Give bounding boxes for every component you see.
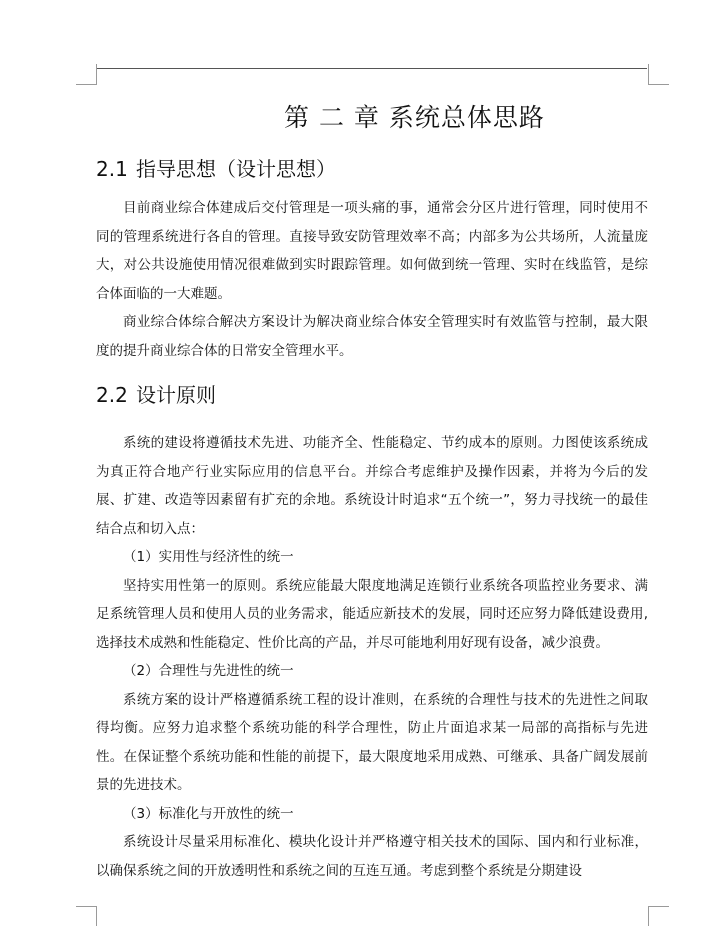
document-body: [96, 96, 648, 885]
margin-corner-bottom-left: [76, 906, 97, 926]
principle-heading: （2）合理性与先进性的统一: [123, 663, 294, 679]
margin-corner-top-right: [648, 64, 669, 85]
section-number: 2.1: [96, 157, 128, 181]
paragraph: 系统的建设将遵循技术先进、功能齐全、性能稳定、节约成本的原则。力图使该系统成为真正符合地产行业实际应用的信息平台。并综合考虑维护及操作因素，并将为今后的发展、扩建、改造等因素留有扩充的余地。系统设计时追求“五个统一”，努力寻找统一的最佳结合点和切入点：: [96, 435, 648, 537]
paragraph: 目前商业综合体建成后交付管理是一项头痛的事，通常会分区片进行管理，同时使用不同的管理系统进行各自的管理。直接导致安防管理效率不高；内部多为公共场所，人流量庞大，对公共设施使用情况很难做到实时跟踪管理。如何做到统一管理、实时在线监管，是综合体面临的一大难题。: [96, 200, 648, 302]
section-title: 设计原则: [136, 383, 216, 407]
header-rule: [97, 68, 647, 69]
paragraph: 系统方案的设计严格遵循系统工程的设计准则，在系统的合理性与技术的先进性之间取得均衡。应努力追求整个系统功能的科学合理性，防止片面追求某一局部的高指标与先进性。在保证整个系统功能和性能的前提下，最大限度地采用成熟、可继承、具备广阔发展前景的先进技术。: [96, 691, 648, 793]
section-heading-2-2: [96, 375, 648, 415]
section-heading-2-1: [96, 152, 648, 186]
section-title: 指导思想（设计思想）: [136, 157, 336, 181]
margin-corner-top-left: [76, 64, 97, 85]
section-number: 2.2: [96, 383, 128, 407]
paragraph: 商业综合体综合解决方案设计为解决商业综合体安全管理实时有效监管与控制，最大限度的提升商业综合体的日常安全管理水平。: [96, 314, 648, 359]
chapter-title: 第 二 章 系统总体思路: [284, 103, 545, 132]
principle-heading: （3）标准化与开放性的统一: [123, 805, 294, 822]
principle-heading: （1）实用性与经济性的统一: [123, 549, 294, 565]
paragraph: 系统设计尽量采用标准化、模块化设计并严格遵守相关技术的国际、国内和行业标准，以确保系统之间的开放透明性和系统之间的互连互通。考虑到整个系统是分期建设: [96, 834, 648, 879]
paragraph: 坚持实用性第一的原则。系统应能最大限度地满足连锁行业系统各项监控业务要求、满足系统管理人员和使用人员的业务需求，能适应新技术的发展，同时还应努力降低建设费用,选择技术成熟和性能稳定、性价比高的产品，并尽可能地利用好现有设备，减少浪费。: [96, 577, 648, 651]
margin-corner-bottom-right: [648, 906, 669, 926]
